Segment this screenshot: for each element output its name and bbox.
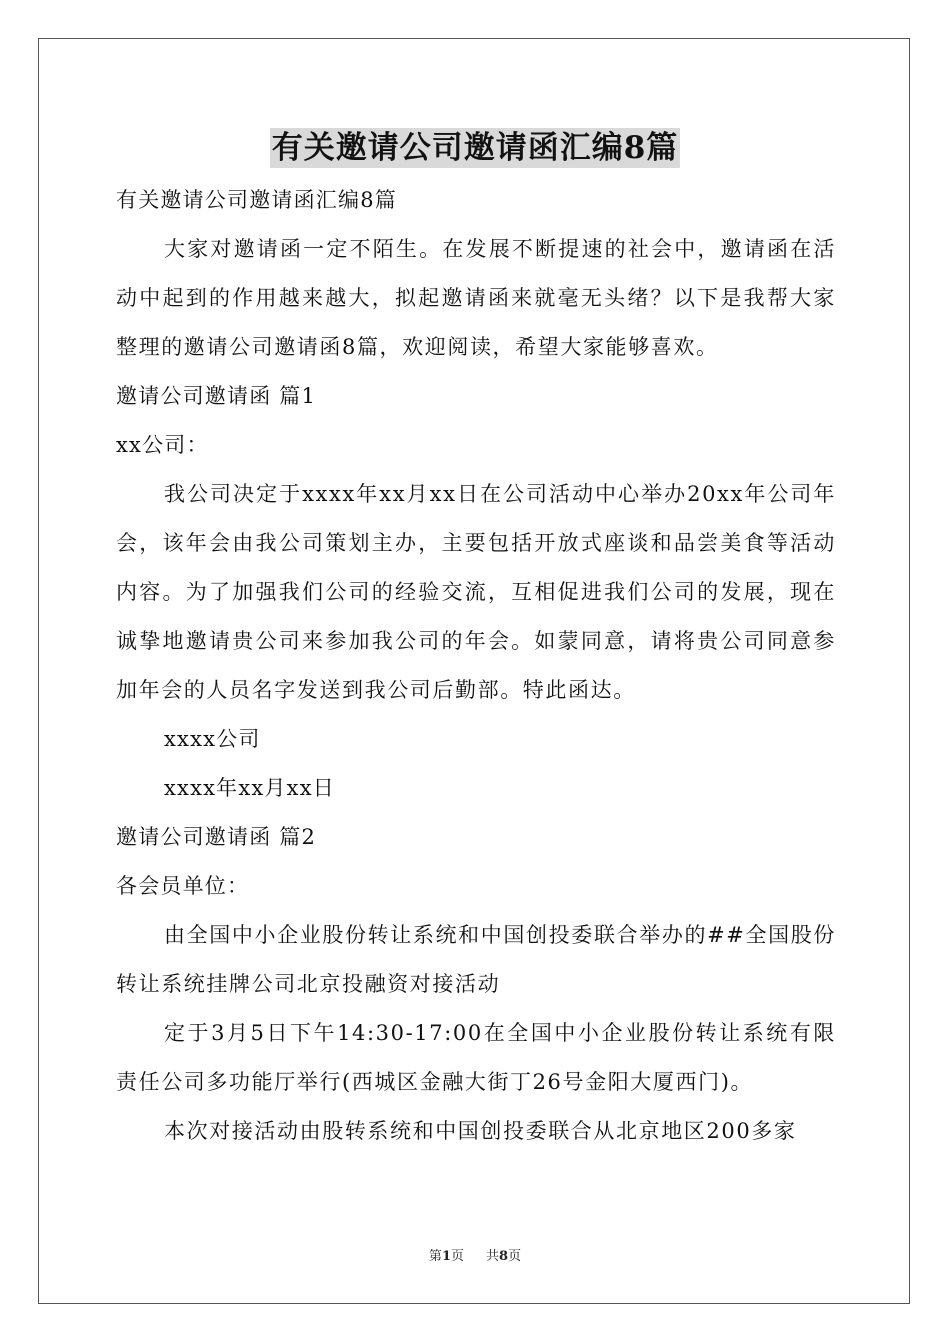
section-1-salutation: xx公司： [116,433,209,457]
section-1-heading: 邀请公司邀请函 篇1 [116,384,317,408]
page-footer [0,1247,950,1267]
total-suffix: 页 [508,1249,522,1264]
title-wrap [0,128,950,168]
section-2-heading: 邀请公司邀请函 篇2 [116,825,317,849]
section-2-paragraph-1: 由全国中小企业股份转让系统和中国创投委联合举办的##全国股份转让系统挂牌公司北京投融资对接活动 [116,923,836,996]
document-subtitle: 有关邀请公司邀请函汇编8篇 [116,188,397,212]
section-2-paragraph-3: 本次对接活动由股转系统和中国创投委联合从北京地区200多家 [164,1119,797,1143]
section-2-paragraph-2: 定于3月5日下午14:30-17:00在全国中小企业股份转让系统有限责任公司多功能厅举行(西城区金融大街丁26号金阳大厦西门)。 [116,1021,836,1094]
section-1-body: 我公司决定于xxxx年xx月xx日在公司活动中心举办20xx年公司年会，该年会由我公司策划主办，主要包括开放式座谈和品尝美食等活动内容。为了加强我们公司的经验交流，互相促进我们公司的发展，现在诚挚地邀请贵公司来参加我公司的年会。如蒙同意，请将贵公司同意参加年会的人员名字发送到我公司后勤部。特此函达。 [116,482,836,702]
section-2-salutation: 各会员单位： [116,874,250,898]
section-1-date: xxxx年xx月xx日 [164,776,335,800]
document-title: 有关邀请公司邀请函汇编8篇 [271,130,679,166]
intro-paragraph: 大家对邀请函一定不陌生。在发展不断提速的社会中，邀请函在活动中起到的作用越来越大，拟起邀请函来就毫无头绪？以下是我帮大家整理的邀请公司邀请函8篇，欢迎阅读，希望大家能够喜欢。 [116,237,836,359]
document-body [116,176,836,1156]
page-total: 8 [499,1249,509,1264]
page-prefix: 第 [428,1249,442,1264]
section-1-signature: xxxx公司 [164,727,261,751]
total-prefix: 共 [486,1249,500,1264]
page-current: 1 [441,1249,451,1264]
page-suffix: 页 [450,1249,464,1264]
